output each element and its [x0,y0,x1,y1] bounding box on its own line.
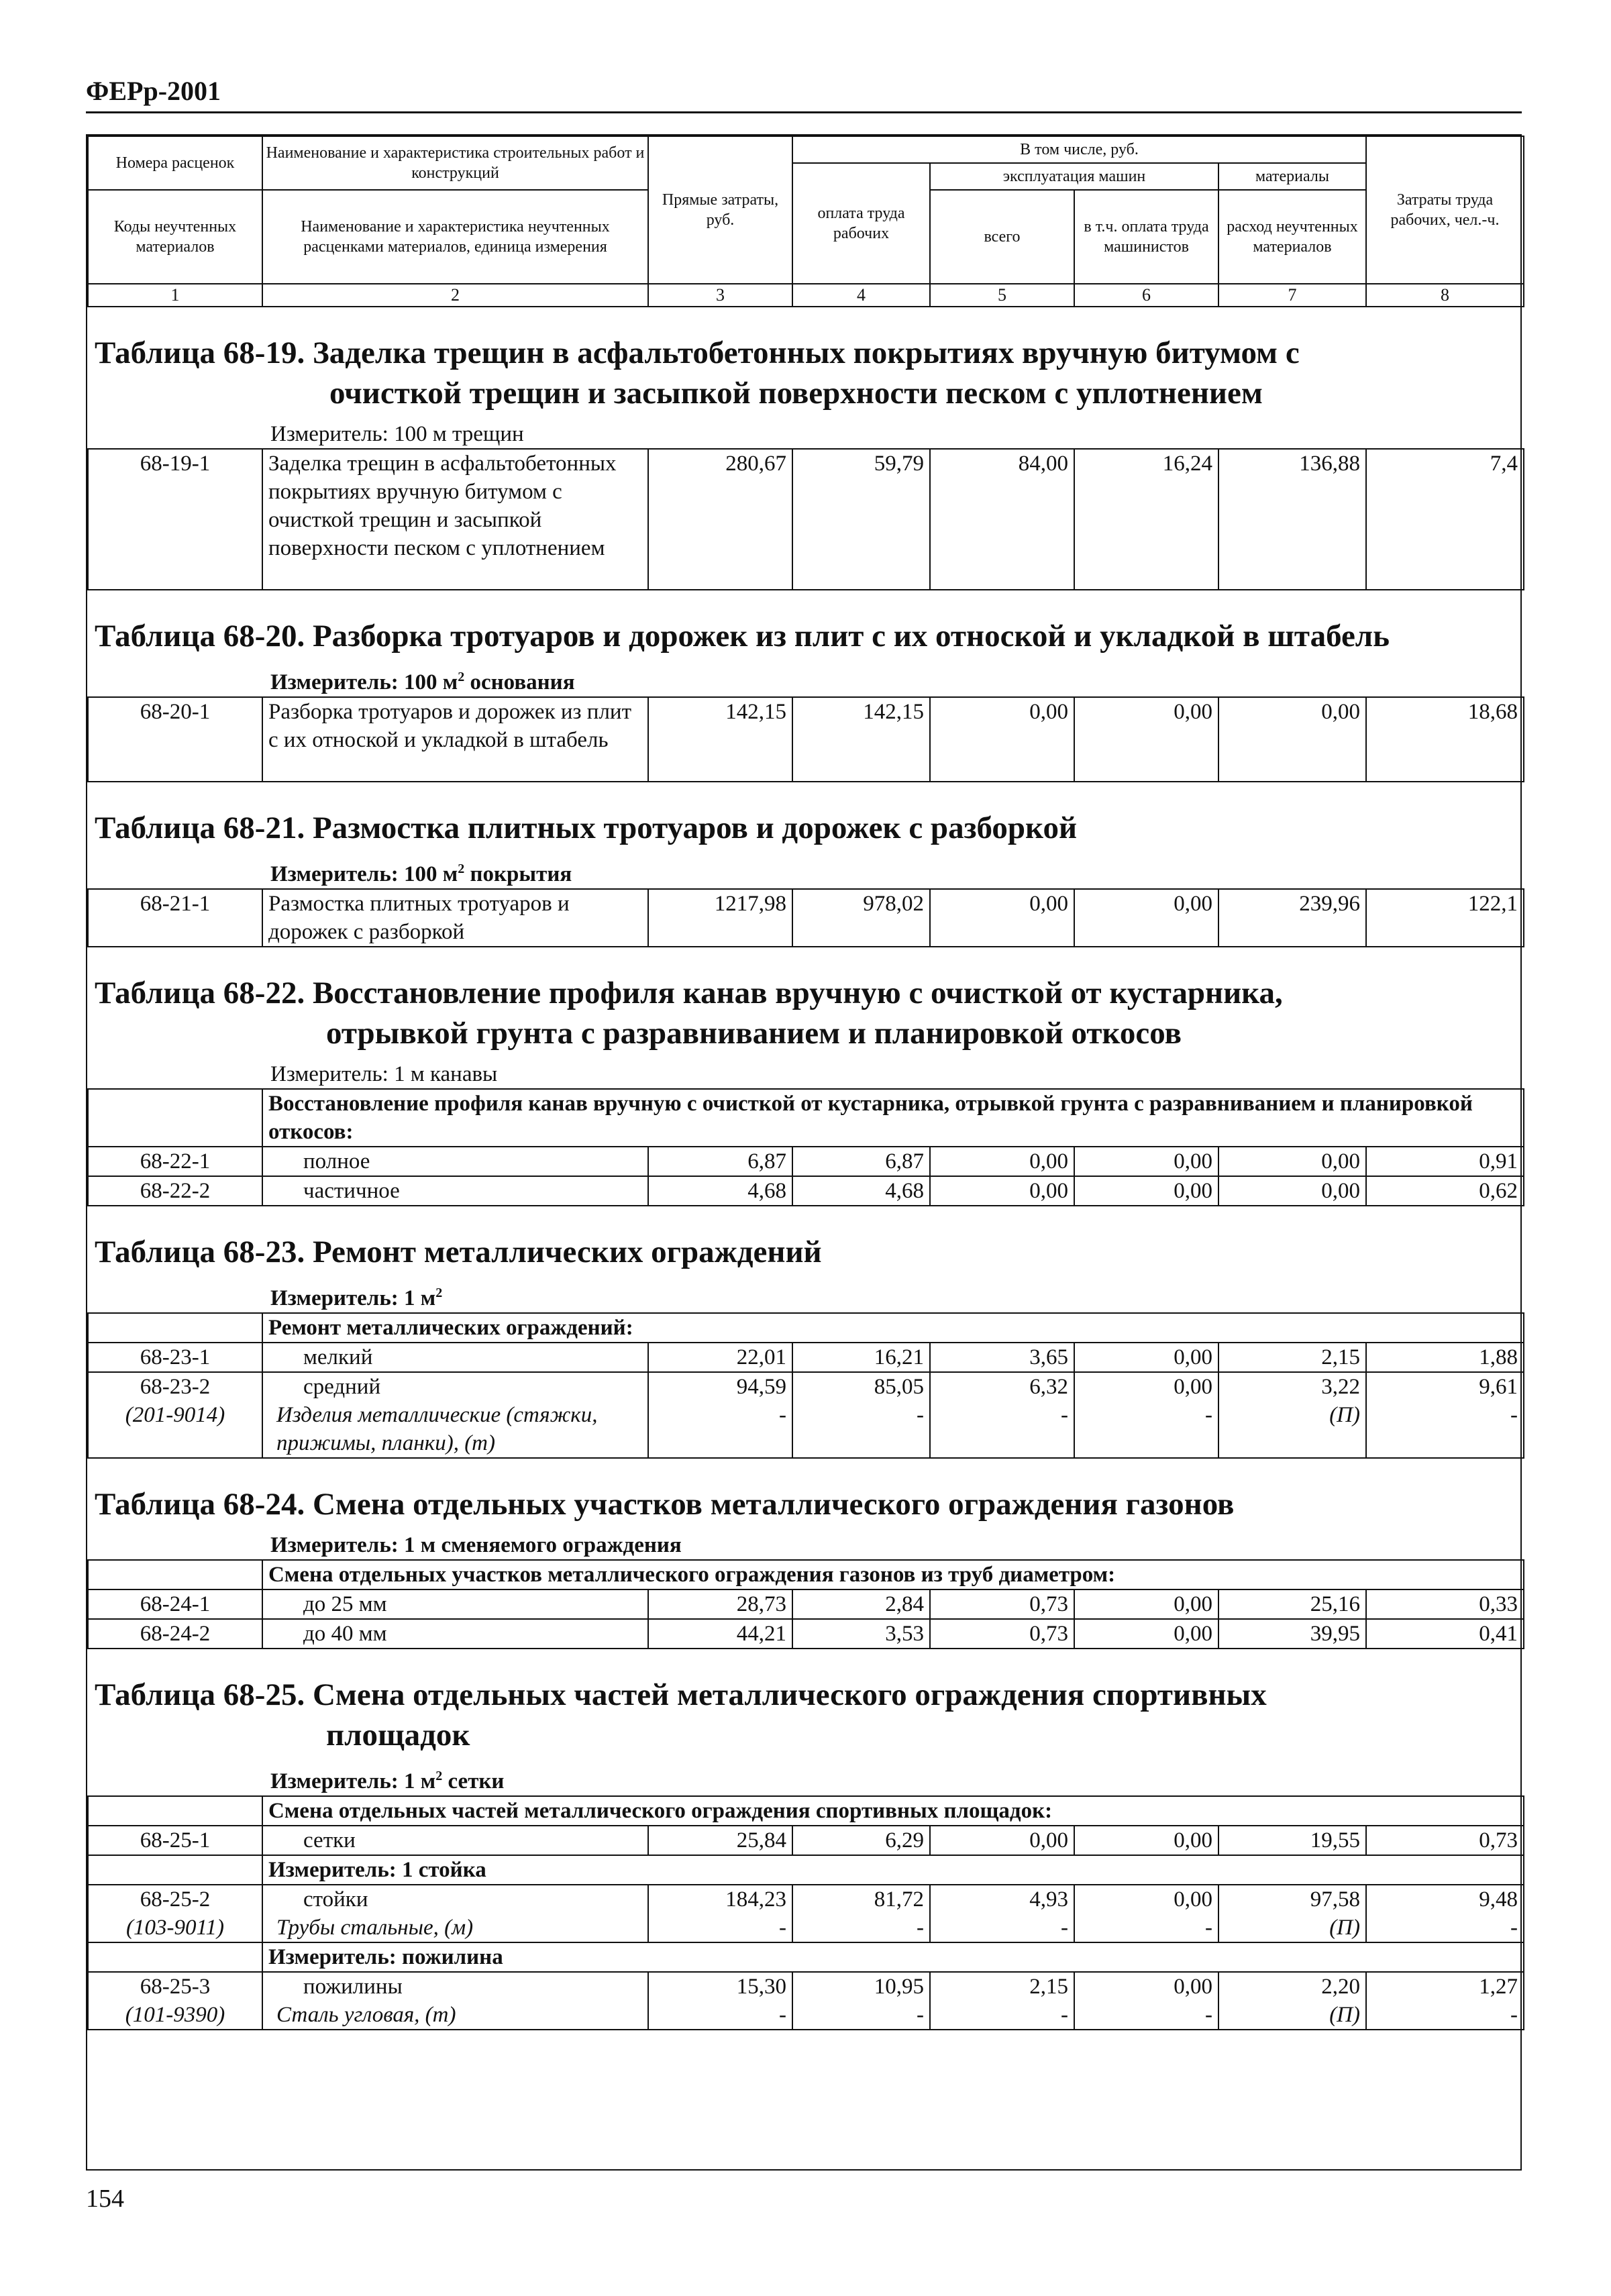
rate-name: мелкий [262,1343,648,1372]
rate-name: сетки [262,1826,648,1855]
labor-hours: 7,4 [1366,449,1524,590]
materials: 39,95 [1218,1619,1366,1649]
machines-total: 0,73 [930,1619,1074,1649]
labor-hours: 122,1 [1366,889,1524,947]
table-title [88,1649,1524,1762]
machinists-pay: 0,00 - [1074,1885,1218,1942]
machinists-pay: 16,24 [1074,449,1218,590]
col-num: 3 [648,284,792,307]
col-num: 5 [930,284,1074,307]
table-title-line: площадок [326,1718,470,1753]
rate-name: Размостка плитных тротуаров и дорожек с разборкой [262,889,648,947]
machinists-pay: 0,00 - [1074,1972,1218,2030]
rates-table-page [86,134,1522,2171]
col-head-mat-usage: расход неучтенных материалов [1218,190,1366,284]
table-title: Таблица 68-20. Разборка тротуаров и дорожек из плит с их отноской и укладкой в штабель [95,619,1390,654]
rate-code: 68-24-2 [88,1619,262,1649]
rate-name-value: средний [303,1375,381,1399]
table-title: Таблица 68-23. Ремонт металлических ограждений [95,1235,822,1269]
col-head-total: всего [930,190,1074,284]
materials: 2,15 [1218,1343,1366,1372]
direct-cost: 6,87 [648,1147,792,1176]
labor-hours: 1,88 [1366,1343,1524,1372]
labor-hours: 0,62 [1366,1176,1524,1206]
labor-hours: 1,27 - [1366,1972,1524,2030]
machinists-pay: 0,00 [1074,1147,1218,1176]
labor-hours: 0,73 [1366,1826,1524,1855]
rate-code [88,1972,262,2030]
rate-name: до 40 мм [262,1619,648,1649]
table-title-line: Таблица 68-19. Заделка трещин в асфальтобетонных покрытиях вручную битумом с [95,335,1300,370]
rate-code-value: 68-25-2 [140,1887,211,1912]
rate-code: 68-22-1 [88,1147,262,1176]
machinists-pay: 0,00 [1074,1826,1218,1855]
rate-name: полное [262,1147,648,1176]
meter-label: Измеритель: 100 $м^2$ основания [270,670,575,694]
rate-name [262,1885,648,1942]
rate-name [262,1372,648,1458]
rate-name: Заделка трещин в асфальтобетонных покрытиях вручную битумом с очисткой трещин и засыпкой поверхности песком с уплотнением [262,449,648,590]
labor-hours: 0,41 [1366,1619,1524,1649]
machines-total: 3,65 [930,1343,1074,1372]
rate-code: 68-22-2 [88,1176,262,1206]
rate-code [88,1372,262,1458]
labor-pay: 81,72 - [792,1885,930,1942]
labor-hours: 0,33 [1366,1589,1524,1619]
table-title [88,307,1524,420]
direct-cost: 44,21 [648,1619,792,1649]
machinists-pay: 0,00 [1074,1619,1218,1649]
rate-code: 68-25-1 [88,1826,262,1855]
col-head-labor-cost: Затраты труда рабочих, чел.-ч. [1366,136,1524,284]
col-head-incl: В том числе, руб. [792,136,1366,163]
direct-cost: 15,30 - [648,1972,792,2030]
direct-cost: 280,67 [648,449,792,590]
machines-total: 6,32 - [930,1372,1074,1458]
page-number: 154 [86,2185,124,2213]
col-head-num-rates: Номера расценок [88,136,262,190]
machinists-pay: 0,00 [1074,1343,1218,1372]
machinists-pay: 0,00 [1074,697,1218,782]
labor-hours: 0,91 [1366,1147,1524,1176]
rate-code-value: 68-25-3 [140,1975,211,1999]
labor-pay: 2,84 [792,1589,930,1619]
col-num: 6 [1074,284,1218,307]
meter-label: Измеритель: 1 $м^2$ сетки [270,1769,505,1793]
rate-code-value: 68-23-2 [140,1375,211,1399]
meter-label: Измеритель: 1 $м^2$ [270,1286,443,1310]
table-title: Таблица 68-24. Смена отдельных участков металлического ограждения газонов [95,1487,1235,1522]
machines-total: 0,00 [930,697,1074,782]
rate-name: Разборка тротуаров и дорожек из плит с их отноской и укладкой в штабель [262,697,648,782]
meter-label: Измеритель: 1 стойка [262,1855,1524,1885]
meter-label: Измеритель: 1 м канавы [270,1062,498,1086]
labor-pay: 6,87 [792,1147,930,1176]
rate-code: 68-23-1 [88,1343,262,1372]
material-name: Трубы стальные, (м) [276,1916,474,1940]
rates-table [87,136,1524,2030]
table-title [88,947,1524,1060]
machines-total: 0,73 [930,1589,1074,1619]
col-num: 8 [1366,284,1524,307]
table-title-line: Таблица 68-25. Смена отдельных частей металлического ограждения спортивных [95,1677,1267,1712]
materials: 0,00 [1218,1147,1366,1176]
rate-name: до 25 мм [262,1589,648,1619]
materials: 2,20 (П) [1218,1972,1366,2030]
labor-hours: 9,61 - [1366,1372,1524,1458]
machines-total: 4,93 - [930,1885,1074,1942]
materials: 3,22 (П) [1218,1372,1366,1458]
machines-total: 0,00 [930,1826,1074,1855]
machines-total: 84,00 [930,449,1074,590]
rate-code: 68-20-1 [88,697,262,782]
direct-cost: 25,84 [648,1826,792,1855]
direct-cost: 28,73 [648,1589,792,1619]
labor-pay: 978,02 [792,889,930,947]
group-label: Ремонт металлических ограждений: [262,1313,1524,1343]
col-num: 2 [262,284,648,307]
machines-total: 0,00 [930,889,1074,947]
col-num: 4 [792,284,930,307]
col-head-codes: Коды неучтенных материалов [88,190,262,284]
group-label: Смена отдельных частей металлического ограждения спортивных площадок: [262,1796,1524,1826]
material-name: Сталь угловая, (т) [276,2003,456,2027]
labor-pay: 59,79 [792,449,930,590]
labor-pay: 10,95 - [792,1972,930,2030]
table-title-line: отрывкой грунта с разравниванием и планировкой откосов [326,1016,1182,1051]
materials: 19,55 [1218,1826,1366,1855]
rate-name: частичное [262,1176,648,1206]
direct-cost: 142,15 [648,697,792,782]
rate-code: 68-19-1 [88,449,262,590]
materials: 136,88 [1218,449,1366,590]
rate-code [88,1885,262,1942]
col-head-labor-pay: оплата труда рабочих [792,163,930,284]
rate-name [262,1972,648,2030]
machinists-pay: 0,00 [1074,1176,1218,1206]
machinists-pay: 0,00 [1074,889,1218,947]
document-code: ФЕРр-2001 [86,76,221,106]
col-num: 7 [1218,284,1366,307]
direct-cost: 4,68 [648,1176,792,1206]
rate-name-value: стойки [303,1887,368,1912]
labor-hours: 18,68 [1366,697,1524,782]
meter-label: Измеритель: 100 $м^2$ покрытия [270,862,572,886]
group-label: Восстановление профиля канав вручную с очисткой от кустарника, отрывкой грунта с разравниванием и планировкой откосов: [262,1089,1524,1147]
col-num: 1 [88,284,262,307]
col-head-name-unaccounted: Наименование и характеристика неучтенных расценками материалов, единица измерения [262,190,648,284]
table-title: Таблица 68-21. Размостка плитных тротуаров и дорожек с разборкой [95,811,1078,845]
labor-pay: 85,05 - [792,1372,930,1458]
group-label: Смена отдельных участков металлического ограждения газонов из труб диаметром: [262,1560,1524,1589]
materials: 0,00 [1218,1176,1366,1206]
machines-total: 2,15 - [930,1972,1074,2030]
col-head-direct: Прямые затраты, руб. [648,136,792,284]
direct-cost: 94,59 - [648,1372,792,1458]
col-head-materials: материалы [1218,163,1366,190]
meter-label: Измеритель: 100 м трещин [270,422,524,446]
rate-name-value: пожилины [303,1975,403,1999]
direct-cost: 1217,98 [648,889,792,947]
col-head-incl-machinists: в т.ч. оплата труда машинистов [1074,190,1218,284]
materials: 0,00 [1218,697,1366,782]
meter-label: Измеритель: пожилина [262,1942,1524,1972]
labor-hours: 9,48 - [1366,1885,1524,1942]
material-code: (201-9014) [125,1403,225,1427]
header-rule [86,111,1522,113]
labor-pay: 3,53 [792,1619,930,1649]
machines-total: 0,00 [930,1147,1074,1176]
material-code: (101-9390) [125,2003,225,2027]
machinists-pay: 0,00 - [1074,1372,1218,1458]
direct-cost: 22,01 [648,1343,792,1372]
materials: 239,96 [1218,889,1366,947]
labor-pay: 4,68 [792,1176,930,1206]
machinists-pay: 0,00 [1074,1589,1218,1619]
material-name: Изделия металлические (стяжки, прижимы, планки), (т) [276,1403,598,1455]
table-title-line: Таблица 68-22. Восстановление профиля канав вручную с очисткой от кустарника, [95,976,1283,1010]
meter-label: Измеритель: 1 м сменяемого ограждения [270,1533,682,1557]
labor-pay: 6,29 [792,1826,930,1855]
machines-total: 0,00 [930,1176,1074,1206]
rate-code: 68-21-1 [88,889,262,947]
col-head-name: Наименование и характеристика строительных работ и конструкций [262,136,648,190]
direct-cost: 184,23 - [648,1885,792,1942]
materials: 97,58 (П) [1218,1885,1366,1942]
labor-pay: 16,21 [792,1343,930,1372]
labor-pay: 142,15 [792,697,930,782]
materials: 25,16 [1218,1589,1366,1619]
table-title-line: очисткой трещин и засыпкой поверхности песком с уплотнением [329,376,1263,411]
rate-code: 68-24-1 [88,1589,262,1619]
material-code: (103-9011) [125,1916,225,1940]
col-head-machines: эксплуатация машин [930,163,1218,190]
